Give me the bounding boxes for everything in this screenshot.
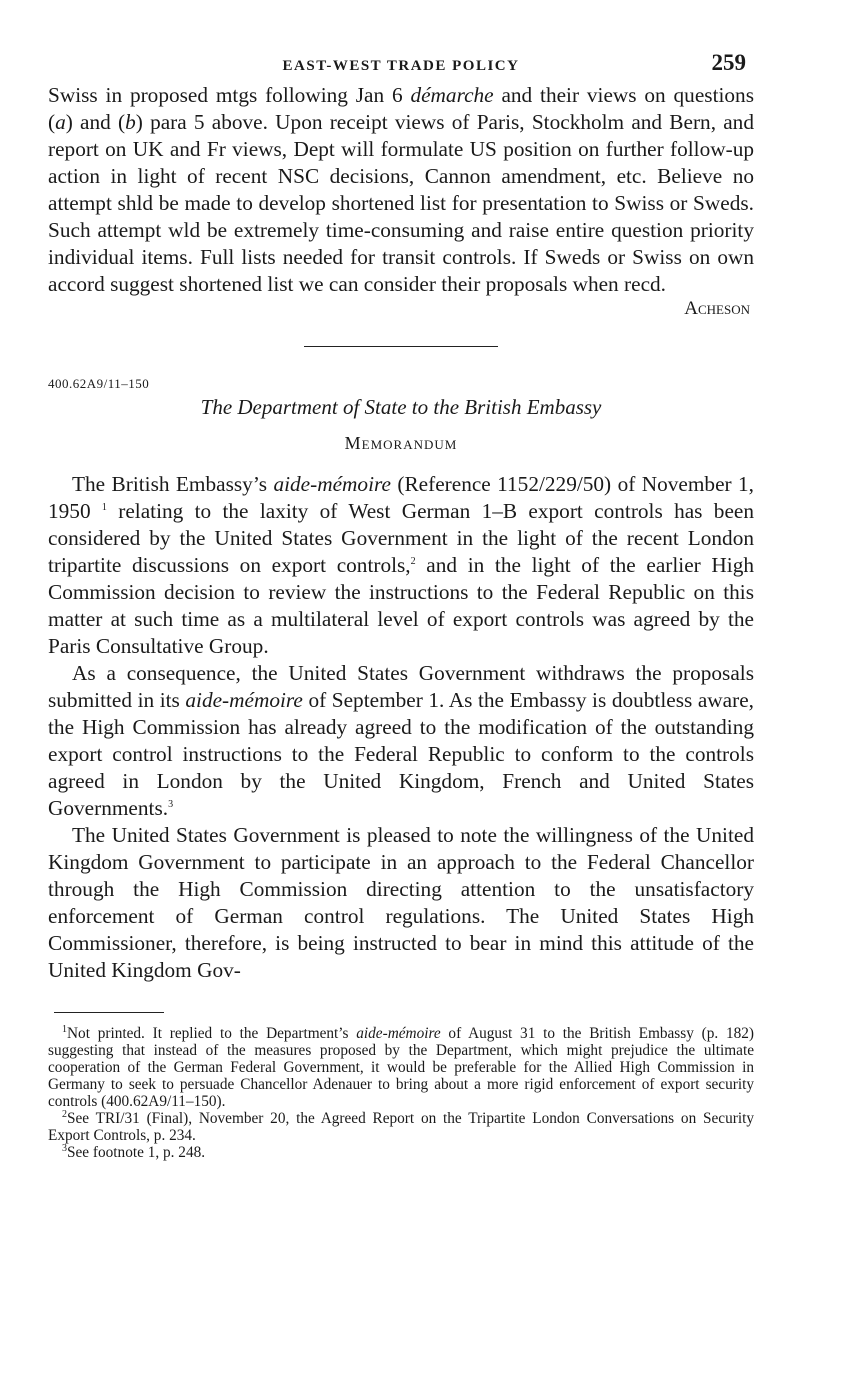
page-number: 259: [711, 50, 746, 75]
text-run: See TRI/31 (Final), November 20, the Agreed Report on the Tripartite London Conversations on Security Export Controls, p. 234.: [48, 1110, 754, 1144]
footnote-ref-1: 1: [101, 501, 107, 513]
footnote-3: [48, 1144, 754, 1161]
italic-run: a: [55, 110, 66, 134]
memorandum-label: Memorandum: [344, 433, 458, 453]
text-run: ) para 5 above. Upon receipt views of Paris, Stockholm and Bern, and report on UK and Fr views, Dept will formulate US position on further follow-up action in light of recent NSC decisions, Cannon amendment, etc. Believe no attempt shld be made to develop shortened list for presentation to Swiss or Sweds. Such attempt wld be extremely time-consuming and raise entire question priority individual items. Full lists needed for transit controls. If Sweds or Swiss on own accord suggest shortened list we can consider their proposals when recd.: [48, 110, 754, 296]
footnote-mark: 1: [62, 1023, 67, 1035]
footnote-mark: 2: [62, 1108, 67, 1120]
footnote-rule: [54, 1012, 164, 1013]
section-separator: [304, 346, 498, 347]
text-run: ) and (: [65, 110, 126, 134]
continued-paragraph: [48, 82, 754, 298]
footnotes: [48, 1025, 754, 1161]
italic-run: aide-mémoire: [185, 688, 303, 712]
text-run: The British Embassy’s: [72, 472, 274, 496]
text-run: and their views on questions (: [48, 83, 754, 134]
text-run: Not printed. It replied to the Department’s: [67, 1025, 357, 1042]
text-run: relating to the laxity of West German 1–B export controls has been considered by the United States Government in the light of the recent London tripartite discussions on export controls,: [48, 499, 754, 577]
file-number: 400.62A9/11–150: [48, 376, 150, 391]
running-title: EAST-WEST TRADE POLICY: [282, 58, 520, 74]
running-header: [48, 48, 754, 82]
document-page: [48, 48, 754, 1161]
italic-run: b: [125, 110, 136, 134]
footnote-1: [48, 1025, 754, 1110]
text-run: (Reference 1152/229/50) of November 1, 1950: [48, 472, 754, 523]
memo-paragraph-2: [48, 660, 754, 822]
footnote-ref-2: 2: [410, 555, 416, 567]
text-run: and in the light of the earlier High Commission decision to review the instructions to the Federal Republic on this matter at such time as a multilateral level of export controls was agreed by the Paris Consultative Group.: [48, 553, 754, 658]
italic-run: aide-mémoire: [356, 1025, 441, 1042]
text-run: of September 1. As the Embassy is doubtless aware, the High Commission has already agreed to the modification of the outstanding export control instructions to the Federal Republic to conform to the controls agreed in London by the United Kingdom, French and United States Governments.: [48, 688, 754, 820]
footnote-2: [48, 1110, 754, 1144]
signature-acheson: Acheson: [684, 298, 750, 319]
italic-run: démarche: [410, 83, 494, 107]
footnote-ref-3: 3: [168, 798, 174, 810]
text-run: The United States Government is pleased to note the willingness of the United Kingdom Government to participate in an approach to the Federal Chancellor through the High Commission directing attention to the unsatisfactory enforcement of German control regulations. The United States High Commissioner, therefore, is being instructed to bear in mind this attitude of the United Kingdom Gov-: [48, 823, 754, 982]
text-run: See footnote 1, p. 248.: [67, 1144, 206, 1161]
text-run: As a consequence, the United States Government withdraws the proposals submitted in its: [48, 661, 754, 712]
memo-paragraph-3: [48, 822, 754, 984]
italic-run: aide-mémoire: [273, 472, 391, 496]
text-run: Swiss in proposed mtgs following Jan 6: [48, 83, 411, 107]
document-title: The Department of State to the British Embassy: [200, 395, 602, 419]
memo-paragraph-1: [48, 471, 754, 660]
footnote-mark: 3: [62, 1142, 67, 1154]
text-run: of August 31 to the British Embassy (p. 182) suggesting that instead of the measures proposed by the Department, which might prejudice the ultimate cooperation of the German Federal Government, it would be preferable for the Allied High Commission in Germany to seek to persuade Chancellor Adenauer to bring about a more rigid enforcement of export security controls (400.62A9/11–150).: [48, 1025, 754, 1110]
